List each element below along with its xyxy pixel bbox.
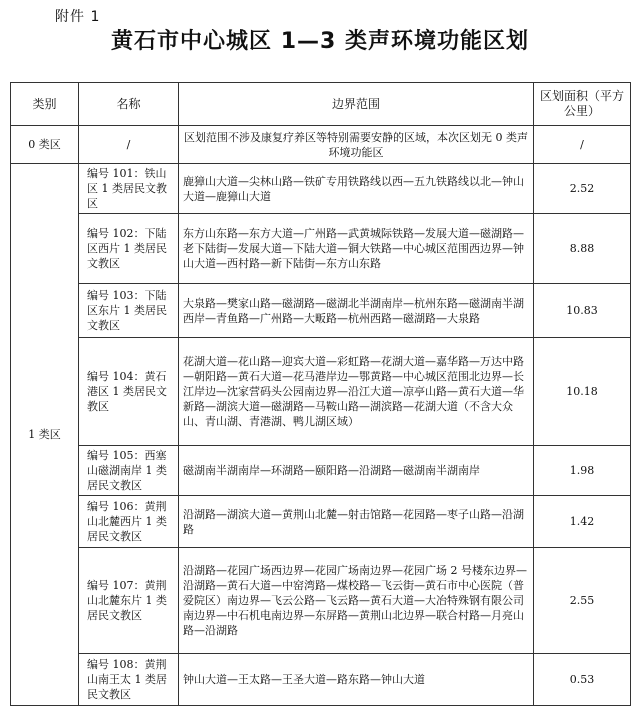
boundary-cell: 鹿獐山大道—尖林山路—铁矿专用铁路线以西—五九铁路线以北—钟山大道—鹿獐山大道	[179, 164, 534, 214]
category-cell: 0 类区	[11, 126, 79, 164]
area-cell: 8.88	[534, 214, 631, 284]
header-category: 类别	[11, 83, 79, 126]
header-boundary: 边界范围	[179, 83, 534, 126]
area-cell: 10.83	[534, 284, 631, 338]
name-cell: 编号 102：下陆区西片 1 类居民文教区	[79, 214, 179, 284]
zoning-table	[10, 82, 631, 706]
boundary-cell: 区划范围不涉及康复疗养区等特别需要安静的区域，本次区划无 0 类声环境功能区	[179, 126, 534, 164]
name-cell: 编号 106：黄荆山北麓西片 1 类居民文教区	[79, 496, 179, 548]
table-row	[11, 548, 631, 654]
area-cell: 2.52	[534, 164, 631, 214]
boundary-cell: 花湖大道—花山路—迎宾大道—彩虹路—花湖大道—嘉华路—万达中路—朝阳路—黄石大道—花马港岸边—鄂黄路—中心城区范围北边界—长江岸边—沈家营码头公园南边界—沿江大道—凉亭山路—黄石大道—华新路—湖滨大道—磁湖路—马鞍山路—湖滨路—花湖大道（不含大众山、青山湖、青港湖、鸭儿湖区域）	[179, 338, 534, 446]
name-cell: 编号 103：下陆区东片 1 类居民文教区	[79, 284, 179, 338]
area-cell: 1.42	[534, 496, 631, 548]
area-cell: 1.98	[534, 446, 631, 496]
area-cell: 0.53	[534, 654, 631, 706]
table-row	[11, 338, 631, 446]
header-area: 区划面积（平方公里）	[534, 83, 631, 126]
name-cell: /	[79, 126, 179, 164]
area-cell: 2.55	[534, 548, 631, 654]
boundary-cell: 东方山东路—东方大道—广州路—武黄城际铁路—发展大道—磁湖路—老下陆街—发展大道—下陆大道—铜大铁路—中心城区范围西边界—钟山大道—西村路—新下陆街—东方山东路	[179, 214, 534, 284]
boundary-cell: 大泉路—樊家山路—磁湖路—磁湖北半湖南岸—杭州东路—磁湖南半湖西岸—青鱼路—广州路—大畈路—杭州西路—磁湖路—大泉路	[179, 284, 534, 338]
header-name: 名称	[79, 83, 179, 126]
table-row	[11, 214, 631, 284]
table-header-row	[11, 83, 631, 126]
annex-label: 附件 1	[55, 9, 101, 25]
boundary-cell: 钟山大道—王太路—王圣大道—路东路—钟山大道	[179, 654, 534, 706]
name-cell: 编号 105：西塞山磁湖南岸 1 类居民文教区	[79, 446, 179, 496]
category-cell: 1 类区	[11, 164, 79, 706]
page-title: 黄石市中心城区 1—3 类声环境功能区划	[111, 29, 529, 54]
table-row	[11, 496, 631, 548]
name-cell: 编号 107：黄荆山北麓东片 1 类居民文教区	[79, 548, 179, 654]
table-row	[11, 654, 631, 706]
area-cell: /	[534, 126, 631, 164]
table-row	[11, 284, 631, 338]
name-cell: 编号 104：黄石港区 1 类居民文教区	[79, 338, 179, 446]
name-cell: 编号 101：铁山区 1 类居民文教区	[79, 164, 179, 214]
table-row	[11, 164, 631, 214]
table-row	[11, 446, 631, 496]
boundary-cell: 磁湖南半湖南岸—环湖路—颐阳路—沿湖路—磁湖南半湖南岸	[179, 446, 534, 496]
table-row	[11, 126, 631, 164]
area-cell: 10.18	[534, 338, 631, 446]
boundary-cell: 沿湖路—湖滨大道—黄荆山北麓—射击馆路—花园路—枣子山路—沿湖路	[179, 496, 534, 548]
name-cell: 编号 108：黄荆山南王太 1 类居民文教区	[79, 654, 179, 706]
boundary-cell: 沿湖路—花园广场西边界—花园广场南边界—花园广场 2 号楼东边界—沿湖路—黄石大道—中窑湾路—煤校路—飞云街—黄石市中心医院（普爱院区）南边界—飞云公路—飞云路—黄石大道—大冶特殊钢有限公司南边界—中石机电南边界—东屏路—黄荆山北边界—联合村路—月亮山路—沿湖路	[179, 548, 534, 654]
